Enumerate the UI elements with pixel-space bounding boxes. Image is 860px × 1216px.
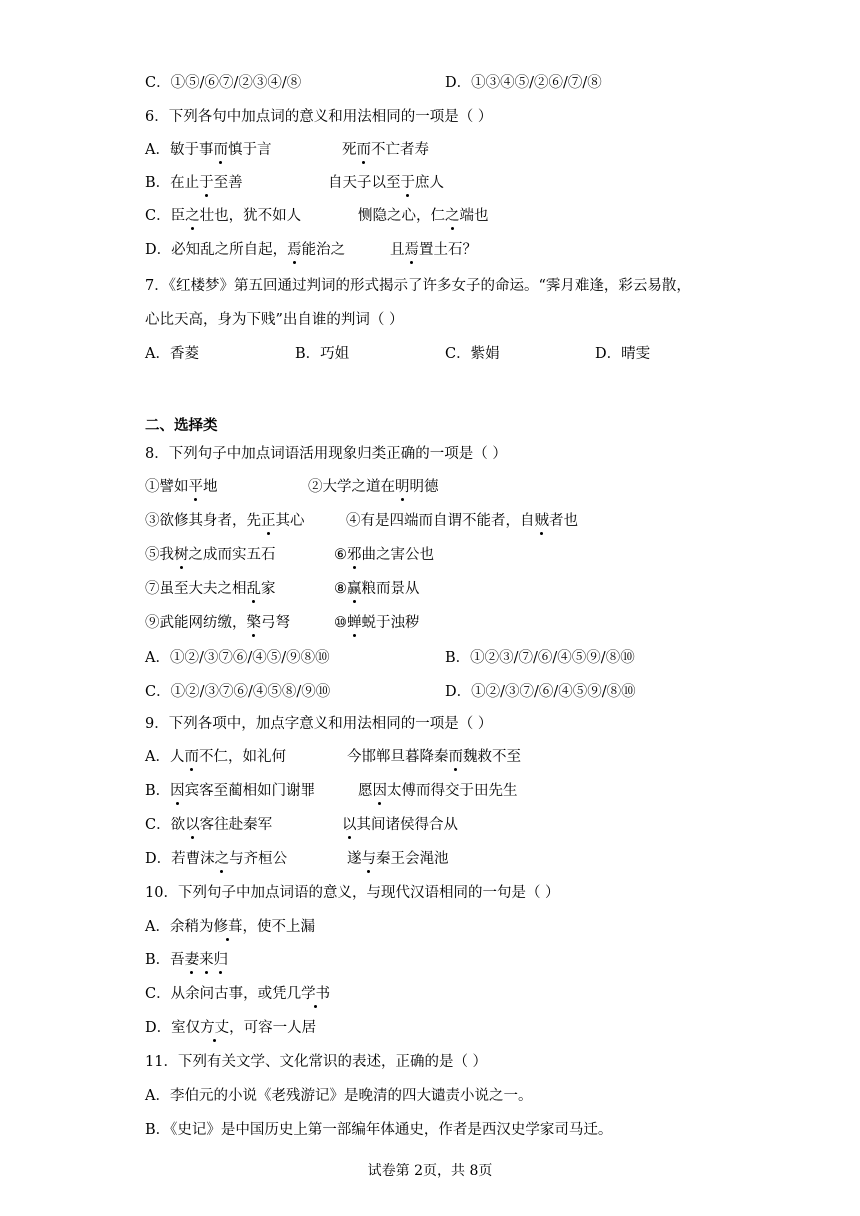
q8-option-c: C．①②/③⑦⑥/④⑤⑧/⑨⑩ xyxy=(145,684,331,700)
q8-item-3: ③欲修其身者，先正其心 xyxy=(145,513,305,529)
q7-stem-line1: 7．《红楼梦》第五回通过判词的形式揭示了许多女子的命运。“霁月难逢，彩云易散， xyxy=(145,278,691,294)
q10-stem: 10．下列句子中加点词语的意义，与现代汉语相同的一句是（ ） xyxy=(145,885,560,901)
page-footer: 试卷第 2页，共 8页 xyxy=(367,1163,493,1179)
q8-item-7: ⑦虽至大夫之相乱家 xyxy=(145,581,276,597)
q5-option-c: C．①⑤/⑥⑦/②③④/⑧ xyxy=(145,75,302,91)
q8-item-5: ⑤我树之成而实五石 xyxy=(145,547,276,563)
q10-option-d: D．室仅方丈，可容一人居 xyxy=(145,1020,317,1036)
q11-stem: 11．下列有关文学、文化常识的表述，正确的是（ ） xyxy=(145,1054,488,1070)
q10-option-b: B．吾妻来归 xyxy=(145,952,229,968)
q6-option-d-2: 且焉置土石？ xyxy=(390,242,477,258)
q9-option-c-2: 以其间诸侯得合从 xyxy=(342,817,458,833)
q6-option-c-2: 恻隐之心，仁之端也 xyxy=(358,208,489,224)
q5-option-d: D．①③④⑤/②⑥/⑦/⑧ xyxy=(445,75,602,91)
q6-option-b-1: B．在止于至善 xyxy=(145,175,243,191)
q10-option-a: A．余稍为修葺，使不上漏 xyxy=(145,919,315,935)
q8-option-a: A．①②/③⑦⑥/④⑤/⑨⑧⑩ xyxy=(145,650,330,666)
q6-option-a-2: 死而不亡者寿 xyxy=(342,142,429,158)
q8-item-9: ⑨武能网纺缴，檠弓弩 xyxy=(145,615,290,631)
q8-item-6: ⑥邪曲之害公也 xyxy=(334,547,434,563)
q8-item-4: ④有是四端而自谓不能者，自贼者也 xyxy=(346,513,578,529)
q6-stem: 6．下列各句中加点词的意义和用法相同的一项是（ ） xyxy=(145,109,493,125)
q7-option-b: B．巧姐 xyxy=(295,346,350,362)
q8-option-d: D．①②/③⑦/⑥/④⑤⑨/⑧⑩ xyxy=(445,684,636,700)
q7-option-c: C．紫娟 xyxy=(445,346,500,362)
q9-stem: 9．下列各项中，加点字意义和用法相同的一项是（ ） xyxy=(145,716,493,732)
q8-item-2: ②大学之道在明明德 xyxy=(308,479,439,495)
q8-stem: 8．下列句子中加点词语活用现象归类正确的一项是（ ） xyxy=(145,446,507,462)
q9-option-c-1: C．欲以客往赴秦军 xyxy=(145,817,273,833)
q6-option-a-1: A．敏于事而慎于言 xyxy=(145,142,272,158)
q9-option-b-2: 愿因太傅而得交于田先生 xyxy=(358,783,518,799)
q11-option-a: A．李伯元的小说《老残游记》是晚清的四大谴责小说之一。 xyxy=(145,1088,533,1104)
q7-option-a: A．香菱 xyxy=(145,346,199,362)
q9-option-d-2: 遂与秦王会渑池 xyxy=(347,851,449,867)
q9-option-b-1: B．因宾客至蔺相如门谢罪 xyxy=(145,783,316,799)
q7-option-d: D．晴雯 xyxy=(595,346,651,362)
q6-option-b-2: 自天子以至于庶人 xyxy=(328,175,444,191)
q9-option-a-2: 今邯郸旦暮降秦而魏救不至 xyxy=(347,749,521,765)
q8-item-8: ⑧赢粮而景从 xyxy=(334,581,420,597)
q9-option-d-1: D．若曹沫之与齐桓公 xyxy=(145,851,288,867)
q7-stem-line2: 心比天高，身为下贱”出自谁的判词（ ） xyxy=(145,312,404,328)
q6-option-d-1: D．必知乱之所自起，焉能治之 xyxy=(145,242,346,258)
q9-option-a-1: A．人而不仁，如礼何 xyxy=(145,749,286,765)
q8-item-10: ⑩蝉蜕于浊秽 xyxy=(334,615,420,631)
q8-item-1: ①譬如平地 xyxy=(145,479,218,495)
q11-option-b: B．《史记》是中国历史上第一部编年体通史，作者是西汉史学家司马迁。 xyxy=(145,1122,613,1138)
q8-option-b: B．①②③/⑦/⑥/④⑤⑨/⑧⑩ xyxy=(445,650,635,666)
q6-option-c-1: C．臣之壮也，犹不如人 xyxy=(145,208,302,224)
section-heading: 二、选择类 xyxy=(145,417,218,434)
q10-option-c: C．从余问古事，或凭几学书 xyxy=(145,986,331,1002)
